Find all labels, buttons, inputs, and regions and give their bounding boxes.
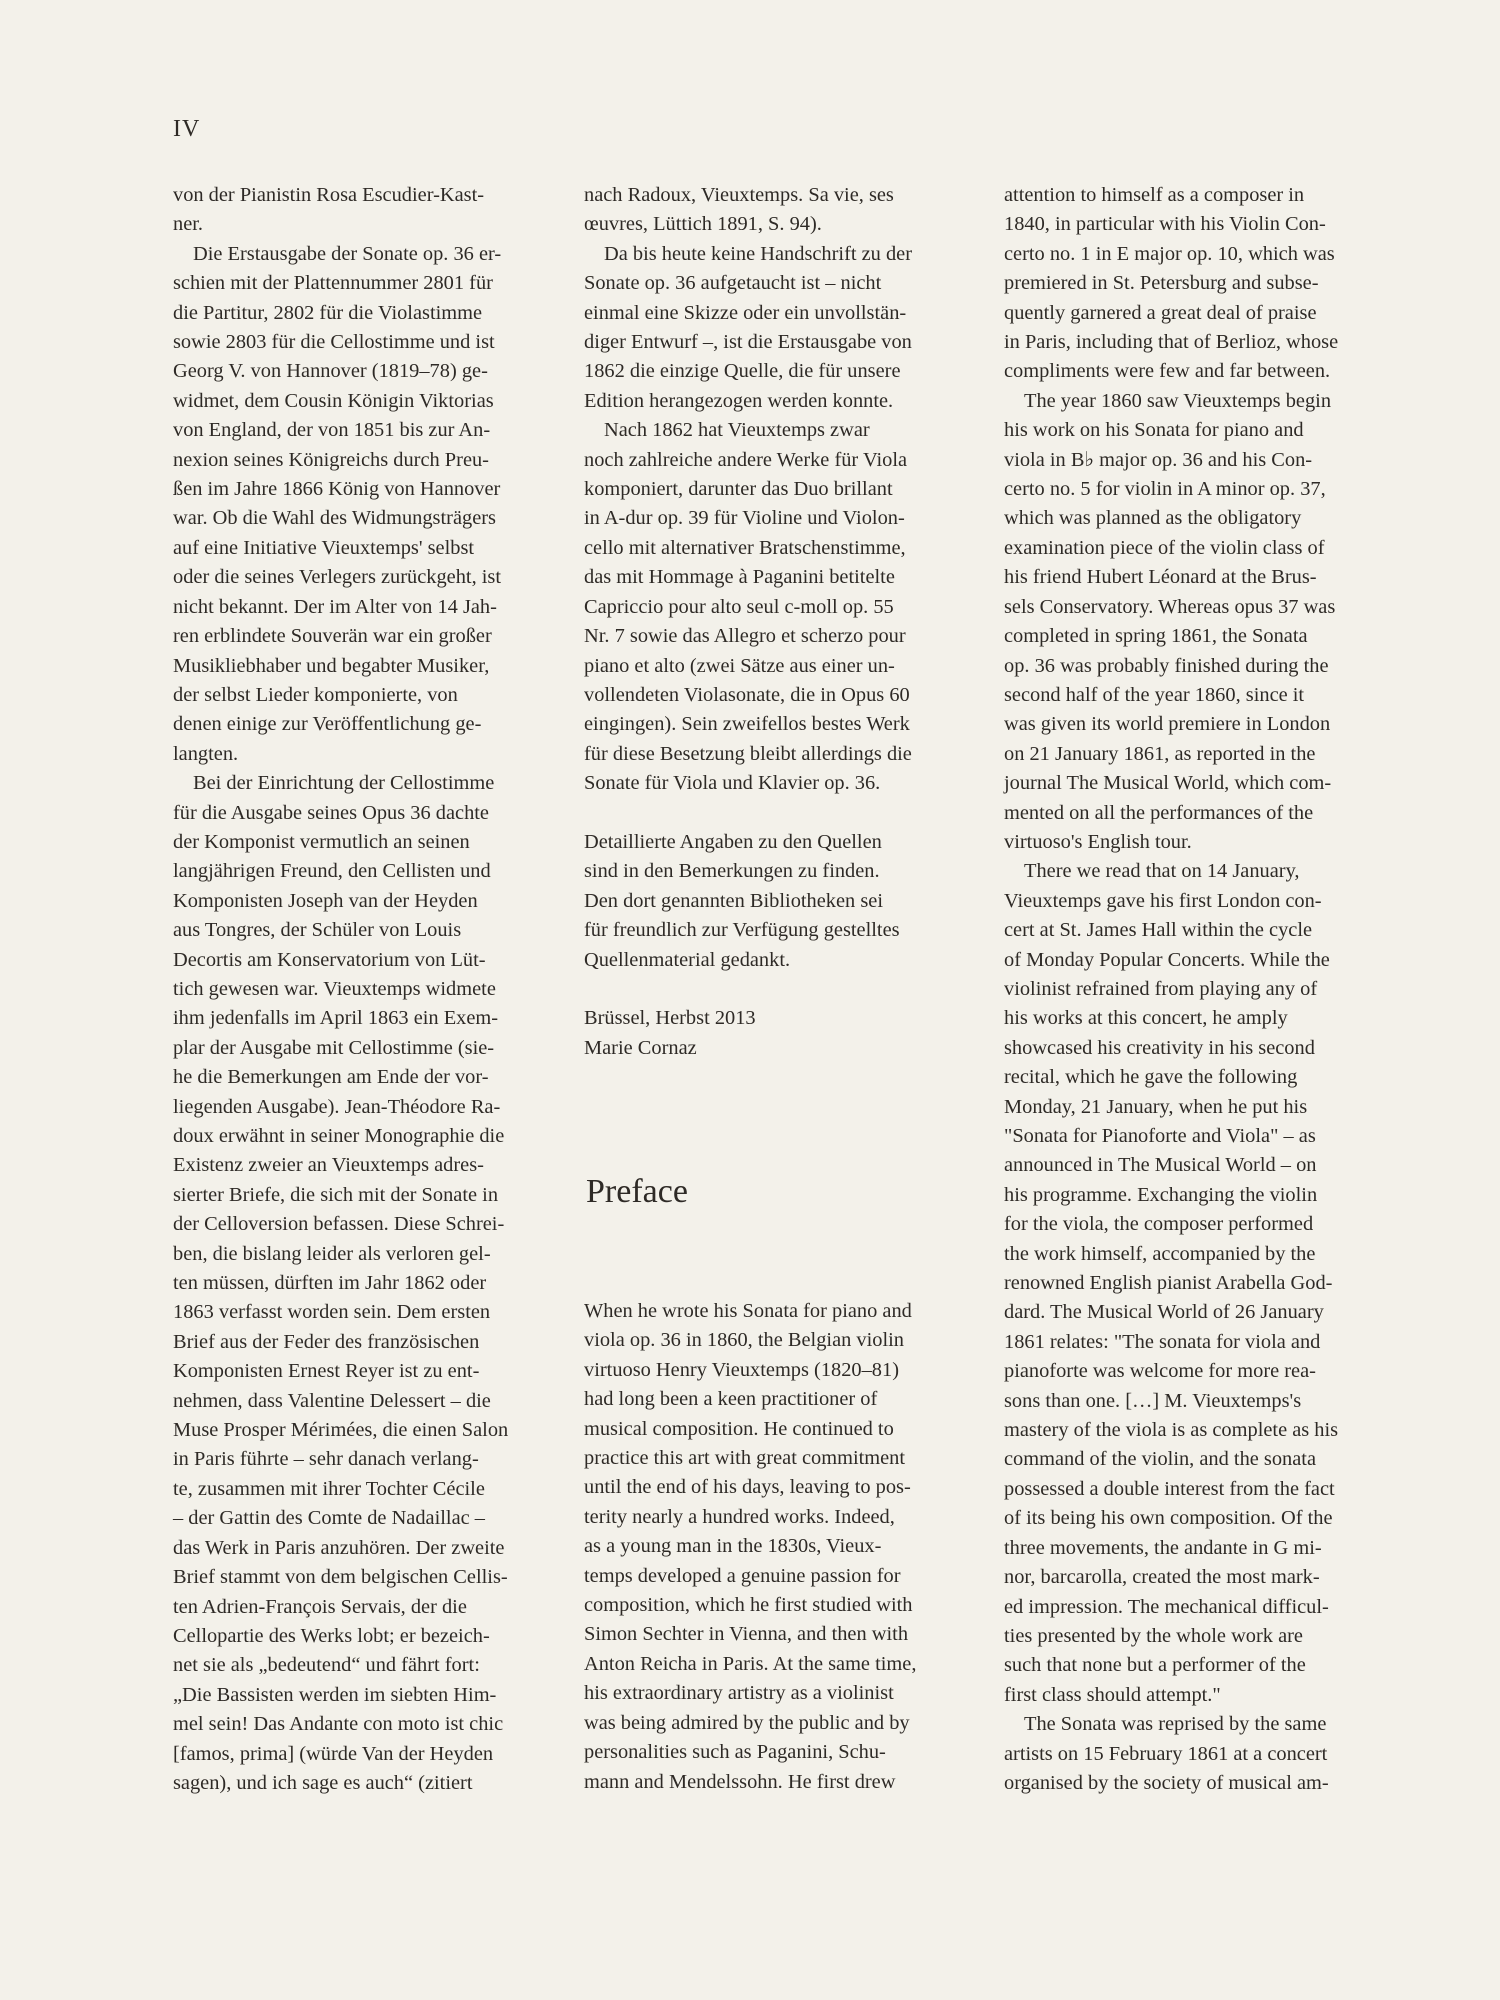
text-line: nor, barcarolla, created the most mark- <box>1004 1566 1320 1589</box>
text-line: attention to himself as a composer in <box>1004 184 1305 206</box>
text-line: sind in den Bemerkungen zu finden. <box>584 860 880 883</box>
text-line: There we read that on 14 January, <box>1024 860 1300 883</box>
text-line: liegenden Ausgabe). Jean-Théodore Ra- <box>173 1095 501 1118</box>
text-line: until the end of his days, leaving to pos- <box>584 1476 911 1499</box>
text-line: ties presented by the whole work are <box>1004 1624 1303 1647</box>
english-column-2 <box>584 1297 934 1797</box>
text-line: in Paris, including that of Berlioz, whose <box>1004 331 1339 354</box>
text-line: ßen im Jahre 1866 König von Hannover <box>173 478 501 501</box>
text-line: Brief aus der Feder des französischen <box>173 1330 480 1353</box>
text-line: 1862 die einzige Quelle, die für unsere <box>584 360 901 383</box>
text-line: 1863 verfasst worden sein. Dem ersten <box>173 1301 491 1324</box>
text-line: artists on 15 February 1861 at a concert <box>1004 1742 1328 1765</box>
text-line: Edition herangezogen werden konnte. <box>584 389 894 412</box>
text-line: langten. <box>173 742 239 765</box>
text-line: temps developed a genuine passion for <box>584 1564 901 1587</box>
text-line: – der Gattin des Comte de Nadaillac – <box>173 1507 485 1530</box>
text-line: auf eine Initiative Vieuxtemps' selbst <box>173 536 475 559</box>
text-line: violinist refrained from playing any of <box>1004 977 1318 1000</box>
text-line: 1840, in particular with his Violin Con- <box>1004 213 1326 236</box>
text-line: cert at St. James Hall within the cycle <box>1004 919 1313 942</box>
text-line: Komponisten Ernest Reyer ist zu ent- <box>173 1360 480 1383</box>
text-line: examination piece of the violin class of <box>1004 536 1325 559</box>
text-line: showcased his creativity in his second <box>1004 1036 1315 1059</box>
text-line: certo no. 1 in E major op. 10, which was <box>1004 242 1335 265</box>
text-line: ten müssen, dürften im Jahr 1862 oder <box>173 1272 487 1295</box>
text-line: as a young man in the 1830s, Vieux- <box>584 1535 882 1558</box>
text-line: doux erwähnt in seiner Monographie die <box>173 1125 505 1147</box>
text-line: mented on all the performances of the <box>1004 801 1314 824</box>
text-line: widmet, dem Cousin Königin Viktorias <box>173 389 494 412</box>
text-line: nehmen, dass Valentine Delessert – die <box>173 1389 491 1412</box>
text-line: nach Radoux, Vieuxtemps. Sa vie, ses <box>584 184 894 206</box>
text-line: Sonate op. 36 aufgetaucht ist – nicht <box>584 272 882 295</box>
text-line: Brief stammt von dem belgischen Cellis- <box>173 1566 508 1589</box>
text-line: Cellopartie des Werks lobt; er bezeich- <box>173 1624 490 1647</box>
text-line: noch zahlreiche andere Werke für Viola <box>584 448 908 471</box>
page-number: IV <box>173 116 201 142</box>
text-line: Decortis am Konservatorium von Lüt- <box>173 948 486 971</box>
text-line: nicht bekannt. Der im Alter von 14 Jah- <box>173 595 497 618</box>
text-line: te, zusammen mit ihrer Tochter Cécile <box>173 1477 485 1500</box>
text-line: his extraordinary artistry as a violinist <box>584 1682 894 1705</box>
text-line: command of the violin, and the sonata <box>1004 1448 1317 1471</box>
text-line: der Celloversion befassen. Diese Schrei- <box>173 1213 505 1236</box>
text-line: certo no. 5 for violin in A minor op. 37, <box>1004 478 1326 501</box>
text-line <box>584 975 934 1004</box>
text-line: When he wrote his Sonata for piano and <box>584 1300 912 1322</box>
text-line: second half of the year 1860, since it <box>1004 683 1305 706</box>
text-line: he die Bemerkungen am Ende der vor- <box>173 1066 489 1089</box>
text-line: denen einige zur Veröffentlichung ge- <box>173 713 482 736</box>
text-line: pianoforte was welcome for more rea- <box>1004 1360 1316 1383</box>
text-line: mann and Mendelssohn. He first drew <box>584 1770 896 1793</box>
text-line: für diese Besetzung bleibt allerdings die <box>584 742 912 765</box>
text-line: sons than one. […] M. Vieuxtemps's <box>1004 1389 1302 1412</box>
text-line: practice this art with great commitment <box>584 1447 906 1470</box>
text-line: der selbst Lieder komponierte, von <box>173 683 458 706</box>
text-line: The year 1860 saw Vieuxtemps begin <box>1024 389 1332 412</box>
text-line: ten Adrien-François Servais, der die <box>173 1595 467 1618</box>
text-line: Detaillierte Angaben zu den Quellen <box>584 830 882 853</box>
text-line: tich gewesen war. Vieuxtemps widmete <box>173 977 496 1000</box>
text-line: for the viola, the composer performed <box>1004 1213 1314 1236</box>
text-line: das Werk in Paris anzuhören. Der zweite <box>173 1536 505 1559</box>
text-line: nexion seines Königreichs durch Preu- <box>173 448 489 471</box>
text-line: für die Ausgabe seines Opus 36 dachte <box>173 801 489 824</box>
text-line: journal The Musical World, which com- <box>1004 772 1332 795</box>
text-line: oder die seines Verlegers zurückgeht, ist <box>173 566 502 589</box>
text-line: his work on his Sonata for piano and <box>1004 419 1304 442</box>
text-line: viola op. 36 in 1860, the Belgian violin <box>584 1329 904 1352</box>
text-line: sagen), und ich sage es auch“ (zitiert <box>173 1771 473 1794</box>
text-line: ner. <box>173 213 204 236</box>
text-line: terity nearly a hundred works. Indeed, <box>584 1505 895 1528</box>
text-line: für freundlich zur Verfügung gestelltes <box>584 919 900 942</box>
text-line: Anton Reicha in Paris. At the same time, <box>584 1652 917 1675</box>
text-line: Bei der Einrichtung der Cellostimme <box>193 772 495 795</box>
text-line: of its being his own composition. Of the <box>1004 1507 1333 1530</box>
text-line: die Partitur, 2802 für die Violastimme <box>173 301 483 324</box>
text-line: his friend Hubert Léonard at the Brus- <box>1004 566 1317 589</box>
text-line <box>584 799 934 828</box>
text-line: sowie 2803 für die Cellostimme und ist <box>173 331 495 354</box>
text-line: Existenz zweier an Vieuxtemps adres- <box>173 1154 484 1177</box>
text-line: recital, which he gave the following <box>1004 1066 1298 1089</box>
text-line: three movements, the andante in G mi- <box>1004 1536 1322 1559</box>
text-line: had long been a keen practitioner of <box>584 1388 878 1411</box>
text-line: in A-dur op. 39 für Violine und Violon- <box>584 507 905 530</box>
text-line: Georg V. von Hannover (1819–78) ge- <box>173 360 488 383</box>
text-line: Den dort genannten Bibliotheken sei <box>584 889 883 912</box>
text-line: premiered in St. Petersburg and subse- <box>1004 272 1319 295</box>
text-line: was being admired by the public and by <box>584 1711 910 1734</box>
text-line: on 21 January 1861, as reported in the <box>1004 742 1316 765</box>
german-column-2 <box>584 181 934 1063</box>
text-line: organised by the society of musical am- <box>1004 1771 1329 1794</box>
text-line: quently garnered a great deal of praise <box>1004 301 1317 324</box>
text-line: mel sein! Das Andante con moto ist chic <box>173 1713 504 1736</box>
text-line: composition, which he first studied with <box>584 1594 913 1617</box>
text-line: war. Ob die Wahl des Widmungsträgers <box>173 507 496 530</box>
text-line: aus Tongres, der Schüler von Louis <box>173 919 462 942</box>
text-line: das mit Hommage à Paganini betitelte <box>584 566 895 589</box>
english-column-3 <box>1004 181 1354 1798</box>
text-line: 1861 relates: "The sonata for viola and <box>1004 1330 1321 1353</box>
text-line: Quellenmaterial gedankt. <box>584 948 791 971</box>
text-line: Marie Cornaz <box>584 1036 697 1059</box>
text-line: personalities such as Paganini, Schu- <box>584 1741 886 1764</box>
text-line: viola in B♭ major op. 36 and his Con- <box>1004 448 1313 471</box>
text-line: op. 36 was probably finished during the <box>1004 654 1329 677</box>
text-line: Musikliebhaber und begabter Musiker, <box>173 654 490 677</box>
text-line: Capriccio pour alto seul c-moll op. 55 <box>584 595 894 618</box>
text-line: eingingen). Sein zweifellos bestes Werk <box>584 713 910 736</box>
text-line: Vieuxtemps gave his first London con- <box>1004 889 1322 912</box>
text-line: Da bis heute keine Handschrift zu der <box>604 242 913 265</box>
text-line: renowned English pianist Arabella God- <box>1004 1272 1333 1295</box>
text-line: ren erblindete Souverän war ein großer <box>173 625 492 648</box>
text-line: the work himself, accompanied by the <box>1004 1242 1316 1265</box>
text-line: which was planned as the obligatory <box>1004 507 1302 530</box>
text-line: his programme. Exchanging the violin <box>1004 1183 1318 1206</box>
text-line: dard. The Musical World of 26 January <box>1004 1301 1324 1324</box>
text-line: Simon Sechter in Vienna, and then with <box>584 1623 909 1646</box>
text-line: Muse Prosper Mérimées, die einen Salon <box>173 1419 509 1442</box>
text-line: einmal eine Skizze oder ein unvollstän- <box>584 301 907 324</box>
text-line: der Komponist vermutlich an seinen <box>173 830 470 853</box>
text-line: von England, der von 1851 bis zur An- <box>173 419 491 442</box>
text-line: "Sonata for Pianoforte and Viola" – as <box>1004 1125 1316 1147</box>
text-line: „Die Bassisten werden im siebten Him- <box>173 1683 497 1706</box>
text-line: net sie als „bedeutend“ und fährt fort: <box>173 1654 480 1677</box>
text-line: schien mit der Plattennummer 2801 für <box>173 272 493 295</box>
text-line: diger Entwurf –, ist die Erstausgabe von <box>584 331 912 354</box>
text-line: possessed a double interest from the fact <box>1004 1477 1335 1500</box>
text-line: compliments were few and far between. <box>1004 360 1331 383</box>
text-line: The Sonata was reprised by the same <box>1024 1713 1327 1736</box>
text-line: ben, die bislang leider als verloren gel- <box>173 1242 491 1265</box>
text-line: cello mit alternativer Bratschenstimme, <box>584 536 906 559</box>
text-line: Monday, 21 January, when he put his <box>1004 1095 1308 1118</box>
text-line: piano et alto (zwei Sätze aus einer un- <box>584 654 895 677</box>
text-line: was given its world premiere in London <box>1004 713 1331 736</box>
text-line: Nr. 7 sowie das Allegro et scherzo pour <box>584 625 906 648</box>
text-line: sierter Briefe, die sich mit der Sonate in <box>173 1183 499 1206</box>
text-line: von der Pianistin Rosa Escudier-Kast- <box>173 184 485 206</box>
text-line: ihm jedenfalls im April 1863 ein Exem- <box>173 1007 499 1030</box>
text-line: [famos, prima] (würde Van der Heyden <box>173 1742 494 1765</box>
text-line: virtuoso's English tour. <box>1004 830 1192 853</box>
text-line: ed impression. The mechanical difficul- <box>1004 1595 1329 1618</box>
text-line: mastery of the viola is as complete as his <box>1004 1419 1339 1442</box>
preface-heading: Preface <box>586 1173 688 1210</box>
text-line: komponiert, darunter das Duo brillant <box>584 478 893 501</box>
text-line: announced in The Musical World – on <box>1004 1154 1317 1177</box>
text-line: œuvres, Lüttich 1891, S. 94). <box>584 213 822 236</box>
text-line: Sonate für Viola und Klavier op. 36. <box>584 772 881 795</box>
text-line: Komponisten Joseph van der Heyden <box>173 889 478 912</box>
text-line: such that none but a performer of the <box>1004 1654 1306 1677</box>
text-line: first class should attempt." <box>1004 1683 1221 1706</box>
text-line: completed in spring 1861, the Sonata <box>1004 625 1308 648</box>
text-line: vollendeten Violasonate, die in Opus 60 <box>584 683 910 706</box>
text-line: musical composition. He continued to <box>584 1417 894 1440</box>
text-line: of Monday Popular Concerts. While the <box>1004 948 1330 971</box>
text-line: in Paris führte – sehr danach verlang- <box>173 1448 479 1471</box>
text-line: Die Erstausgabe der Sonate op. 36 er- <box>193 242 502 265</box>
text-line: Nach 1862 hat Vieuxtemps zwar <box>604 419 870 442</box>
text-line: virtuoso Henry Vieuxtemps (1820–81) <box>584 1358 899 1381</box>
german-column-1 <box>173 181 523 1798</box>
text-line: sels Conservatory. Whereas opus 37 was <box>1004 595 1336 618</box>
text-line: Brüssel, Herbst 2013 <box>584 1007 756 1030</box>
text-line: his works at this concert, he amply <box>1004 1007 1288 1030</box>
text-line: plar der Ausgabe mit Cellostimme (sie- <box>173 1036 495 1059</box>
text-line: langjährigen Freund, den Cellisten und <box>173 860 491 883</box>
